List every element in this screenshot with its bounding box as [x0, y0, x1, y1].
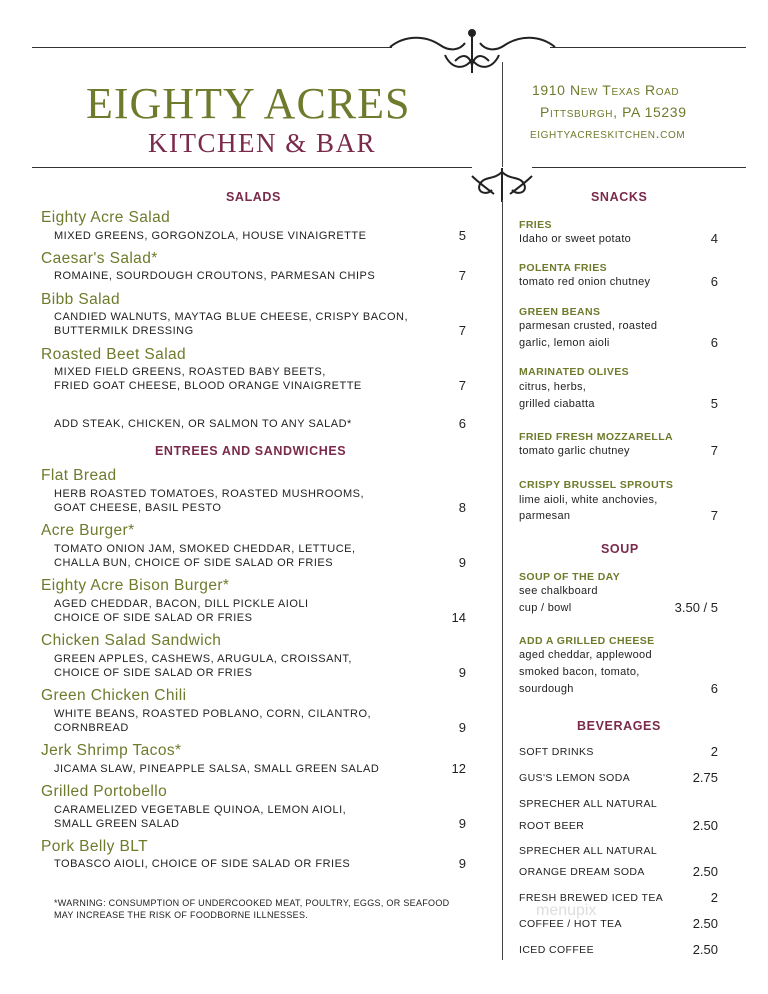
website-link[interactable]: eightyacreskitchen.com	[530, 125, 686, 141]
beverage-name: SOFT DRINKS	[519, 746, 594, 758]
menu-item-desc: GREEN APPLES, CASHEWS, ARUGULA, CROISSANT,	[54, 653, 352, 665]
beverage-name: COFFEE / HOT TEA	[519, 918, 622, 930]
snack-price: 5	[710, 396, 718, 411]
menu-item-price: 9	[458, 555, 466, 570]
soup-heading: SOUP	[601, 542, 639, 556]
menu-item-name: Pork Belly BLT	[41, 838, 148, 855]
menu-item-price: 8	[458, 500, 466, 515]
soup-name: ADD A GRILLED CHEESE	[519, 635, 655, 647]
soup-price: 3.50 / 5	[674, 600, 718, 615]
beverage-name: ROOT BEER	[519, 820, 585, 832]
beverage-price: 2	[710, 744, 718, 759]
menu-item-name: Acre Burger*	[41, 522, 135, 539]
snack-name: CRISPY BRUSSEL SPROUTS	[519, 479, 674, 491]
menu-item-name: Caesar's Salad*	[41, 250, 158, 267]
snacks-heading: SNACKS	[591, 190, 648, 204]
snack-desc: grilled ciabatta	[519, 398, 595, 410]
salad-addon: ADD STEAK, CHICKEN, OR SALMON TO ANY SALAD*	[54, 418, 352, 430]
menu-item-name: Jerk Shrimp Tacos*	[41, 742, 182, 759]
beverage-name: SPRECHER ALL NATURAL	[519, 845, 658, 857]
food-warning-line-1: *WARNING: CONSUMPTION OF UNDERCOOKED MEAT, POULTRY, EGGS, OR SEAFOOD	[54, 898, 450, 908]
soup-desc: aged cheddar, applewood	[519, 649, 652, 661]
snack-desc: tomato red onion chutney	[519, 276, 651, 288]
header-bottom-rule-left	[32, 167, 472, 168]
snack-desc: parmesan	[519, 510, 571, 522]
beverage-price: 2	[710, 890, 718, 905]
menu-item-desc: AGED CHEDDAR, BACON, DILL PICKLE AIOLI	[54, 598, 309, 610]
menu-item-desc: GOAT CHEESE, BASIL PESTO	[54, 502, 222, 514]
menu-item-price: 12	[451, 761, 466, 776]
menu-item-desc: TOMATO ONION JAM, SMOKED CHEDDAR, LETTUCE,	[54, 543, 356, 555]
beverage-price: 2.50	[692, 942, 718, 957]
food-warning-line-2: MAY INCREASE THE RISK OF FOODBORNE ILLNESSES.	[54, 910, 309, 920]
restaurant-subtitle: KITCHEN & BAR	[148, 128, 376, 158]
top-rule-left	[32, 47, 392, 48]
menu-item-desc: CHOICE OF SIDE SALAD OR FRIES	[54, 667, 253, 679]
menu-item-desc: ROMAINE, SOURDOUGH CROUTONS, PARMESAN CHIPS	[54, 270, 376, 282]
beverage-name: ICED COFFEE	[519, 944, 594, 956]
menu-item-name: Eighty Acre Bison Burger*	[41, 577, 230, 594]
menu-item-price: 9	[458, 665, 466, 680]
menu-item-desc: BUTTERMILK DRESSING	[54, 325, 194, 337]
menu-item-desc: HERB ROASTED TOMATOES, ROASTED MUSHROOMS,	[54, 488, 365, 500]
snack-name: POLENTA FRIES	[519, 262, 608, 274]
beverage-name: ORANGE DREAM SODA	[519, 866, 645, 878]
menu-item-price: 7	[458, 268, 466, 283]
menu-item-name: Flat Bread	[41, 467, 117, 484]
snack-price: 6	[710, 335, 718, 350]
menu-item-desc: CORNBREAD	[54, 722, 129, 734]
beverage-name: FRESH BREWED ICED TEA	[519, 892, 664, 904]
menu-item-desc: FRIED GOAT CHEESE, BLOOD ORANGE VINAIGRETTE	[54, 380, 362, 392]
menu-item-desc: MIXED GREENS, GORGONZOLA, HOUSE VINAIGRETTE	[54, 230, 367, 242]
center-divider-top	[502, 62, 503, 167]
snack-name: GREEN BEANS	[519, 306, 601, 318]
menu-item-desc: CARAMELIZED VEGETABLE QUINOA, LEMON AIOLI,	[54, 804, 347, 816]
menu-item-price: 7	[458, 378, 466, 393]
soup-price: 6	[710, 681, 718, 696]
salad-addon-price: 6	[458, 416, 466, 431]
snack-desc: tomato garlic chutney	[519, 445, 630, 457]
menu-item-desc: CHALLA BUN, CHOICE OF SIDE SALAD OR FRIES	[54, 557, 334, 569]
menu-item-price: 14	[451, 610, 466, 625]
soup-name: SOUP OF THE DAY	[519, 571, 621, 583]
menu-item-name: Green Chicken Chili	[41, 687, 187, 704]
snack-desc: parmesan crusted, roasted	[519, 320, 658, 332]
snack-desc: Idaho or sweet potato	[519, 233, 632, 245]
address-line-1: 1910 New Texas Road	[532, 82, 680, 98]
menu-item-desc: JICAMA SLAW, PINEAPPLE SALSA, SMALL GREEN SALAD	[54, 763, 380, 775]
menu-item-name: Bibb Salad	[41, 291, 120, 308]
snack-name: MARINATED OLIVES	[519, 366, 630, 378]
snack-name: FRIES	[519, 219, 552, 231]
beverage-price: 2.75	[692, 770, 718, 785]
snack-desc: citrus, herbs,	[519, 381, 587, 393]
restaurant-name: EIGHTY ACRES	[86, 79, 411, 128]
menu-item-price: 9	[458, 856, 466, 871]
beverage-price: 2.50	[692, 864, 718, 879]
menu-item-price: 7	[458, 323, 466, 338]
menu-item-price: 9	[458, 816, 466, 831]
snack-price: 7	[710, 508, 718, 523]
menu-item-desc: TOBASCO AIOLI, CHOICE OF SIDE SALAD OR FRIES	[54, 858, 351, 870]
beverage-price: 2.50	[692, 916, 718, 931]
snack-desc: garlic, lemon aioli	[519, 337, 610, 349]
menu-item-name: Grilled Portobello	[41, 783, 168, 800]
watermark: menupix	[536, 902, 597, 919]
beverage-name: GUS'S LEMON SODA	[519, 772, 631, 784]
soup-desc: sourdough	[519, 683, 574, 695]
header-bottom-rule-right	[532, 167, 746, 168]
top-rule-right	[550, 47, 746, 48]
entrees-heading: ENTREES AND SANDWICHES	[155, 444, 347, 458]
soup-desc: cup / bowl	[519, 602, 572, 614]
soup-desc: see chalkboard	[519, 585, 598, 597]
snack-price: 4	[710, 231, 718, 246]
menu-item-price: 5	[458, 228, 466, 243]
beverage-price: 2.50	[692, 818, 718, 833]
menu-item-desc: CANDIED WALNUTS, MAYTAG BLUE CHEESE, CRISPY BACON,	[54, 311, 409, 323]
menu-item-name: Chicken Salad Sandwich	[41, 632, 222, 649]
menu-item-name: Roasted Beet Salad	[41, 346, 187, 363]
center-flourish-ornament	[468, 168, 536, 202]
snack-price: 7	[710, 443, 718, 458]
snack-name: FRIED FRESH MOZZARELLA	[519, 431, 674, 443]
snack-desc: lime aioli, white anchovies,	[519, 494, 658, 506]
menu-item-price: 9	[458, 720, 466, 735]
beverage-name: SPRECHER ALL NATURAL	[519, 798, 658, 810]
address-line-2: Pittsburgh, PA 15239	[540, 104, 687, 120]
soup-desc: smoked bacon, tomato,	[519, 666, 640, 678]
snack-price: 6	[710, 274, 718, 289]
menu-item-desc: CHOICE OF SIDE SALAD OR FRIES	[54, 612, 253, 624]
menu-item-desc: MIXED FIELD GREENS, ROASTED BABY BEETS,	[54, 366, 326, 378]
salads-heading: SALADS	[226, 190, 281, 204]
menu-item-desc: SMALL GREEN SALAD	[54, 818, 180, 830]
menu-item-name: Eighty Acre Salad	[41, 209, 171, 226]
top-flourish-ornament	[385, 25, 560, 77]
beverages-heading: BEVERAGES	[577, 719, 661, 733]
menu-item-desc: WHITE BEANS, ROASTED POBLANO, CORN, CILANTRO,	[54, 708, 372, 720]
center-divider	[502, 200, 503, 960]
